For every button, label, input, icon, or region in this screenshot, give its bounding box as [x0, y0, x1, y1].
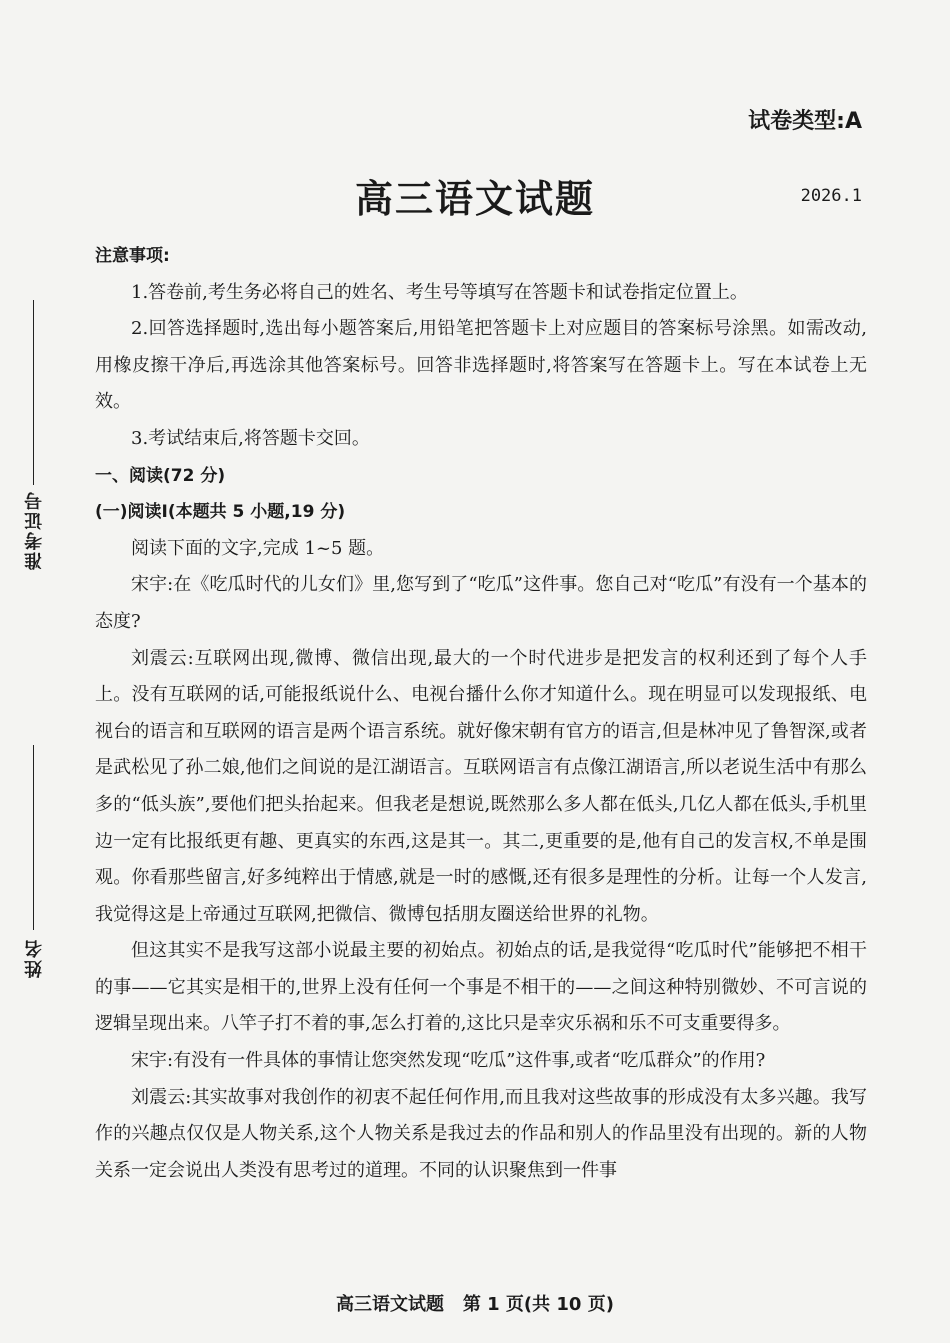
notice-item: 3.考试结束后,将答题卡交回。: [131, 427, 370, 449]
notice-item: 1.答卷前,考生务必将自己的姓名、考生号等填写在答题卡和试卷指定位置上。: [131, 281, 748, 303]
notice-item: 2.回答选择题时,选出每小题答案后,用铅笔把答题卡上对应题目的答案标号涂黑。如需改动,用橡皮擦干净后,再选涂其他答案标号。回答非选择题时,将答案写在答题卡上。写在本试卷上无效。: [95, 318, 867, 413]
exam-id-label: 准考证号: [24, 490, 45, 570]
passage-paragraph: 宋宇:有没有一件具体的事情让您突然发现“吃瓜”这件事,或者“吃瓜群众”的作用?: [131, 1050, 766, 1072]
page-content: [95, 238, 867, 1189]
binding-margin: [14, 0, 58, 1343]
passage-paragraph: 刘震云:其实故事对我创作的初衷不起任何作用,而且我对这些故事的形成没有太多兴趣。我写作的兴趣点仅仅是人物关系,这个人物关系是我过去的作品和别人的作品里没有出现的。新的人物关系一定会说出人类没有思考过的道理。不同的认识聚焦到一件事: [95, 1086, 867, 1181]
name-line: [33, 745, 34, 930]
notice-heading: 注意事项:: [95, 246, 170, 266]
page-title: 高三语文试题: [354, 176, 595, 221]
section-heading: 一、阅读(72 分): [95, 465, 226, 486]
passage-paragraph: 宋宇:在《吃瓜时代的儿女们》里,您写到了“吃瓜”这件事。您自己对“吃瓜”有没有一个基本的态度?: [95, 574, 867, 632]
passage-paragraph: 但这其实不是我写这部小说最主要的初始点。初始点的话,是我觉得“吃瓜时代”能够把不相干的事——它其实是相干的,世界上没有任何一个事是不相干的——之间这种特别微妙、不可言说的逻辑呈现出来。八竿子打不着的事,怎么打着的,这比只是幸灾乐祸和乐不可支重要得多。: [95, 940, 867, 1035]
section-instruction: 阅读下面的文字,完成 1~5 题。: [131, 537, 385, 559]
passage-paragraph: 刘震云:互联网出现,微博、微信出现,最大的一个时代进步是把发言的权利还到了每个人手上。没有互联网的话,可能报纸说什么、电视台播什么你才知道什么。现在明显可以发现报纸、电视台的语言和互联网的语言是两个语言系统。就好像宋朝有官方的语言,但是林冲见了鲁智深,或者是武松见了孙二娘,他们之间说的是江湖语言。互联网语言有点像江湖语言,所以老说生活中有那么多的“低头族”,要他们把头抬起来。但我老是想说,既然那么多人都在低头,几亿人都在低头,手机里边一定有比报纸更有趣、更真实的东西,这是其一。其二,更重要的是,他有自己的发言权,不单是围观。你看那些留言,好多纯粹出于情感,就是一时的感慨,还有很多是理性的分析。让每一个人发言,我觉得这是上帝通过互联网,把微信、微博包括朋友圈送给世界的礼物。: [95, 647, 867, 925]
name-label: 姓名: [24, 938, 45, 978]
exam-date: 2026.1: [800, 186, 862, 206]
page-footer: 高三语文试题 第 1 页(共 10 页): [336, 1294, 614, 1315]
exam-id-line: [33, 300, 34, 485]
paper-type: 试卷类型:A: [748, 109, 862, 134]
section-subheading: (一)阅读Ⅰ(本题共 5 小题,19 分): [95, 502, 346, 523]
